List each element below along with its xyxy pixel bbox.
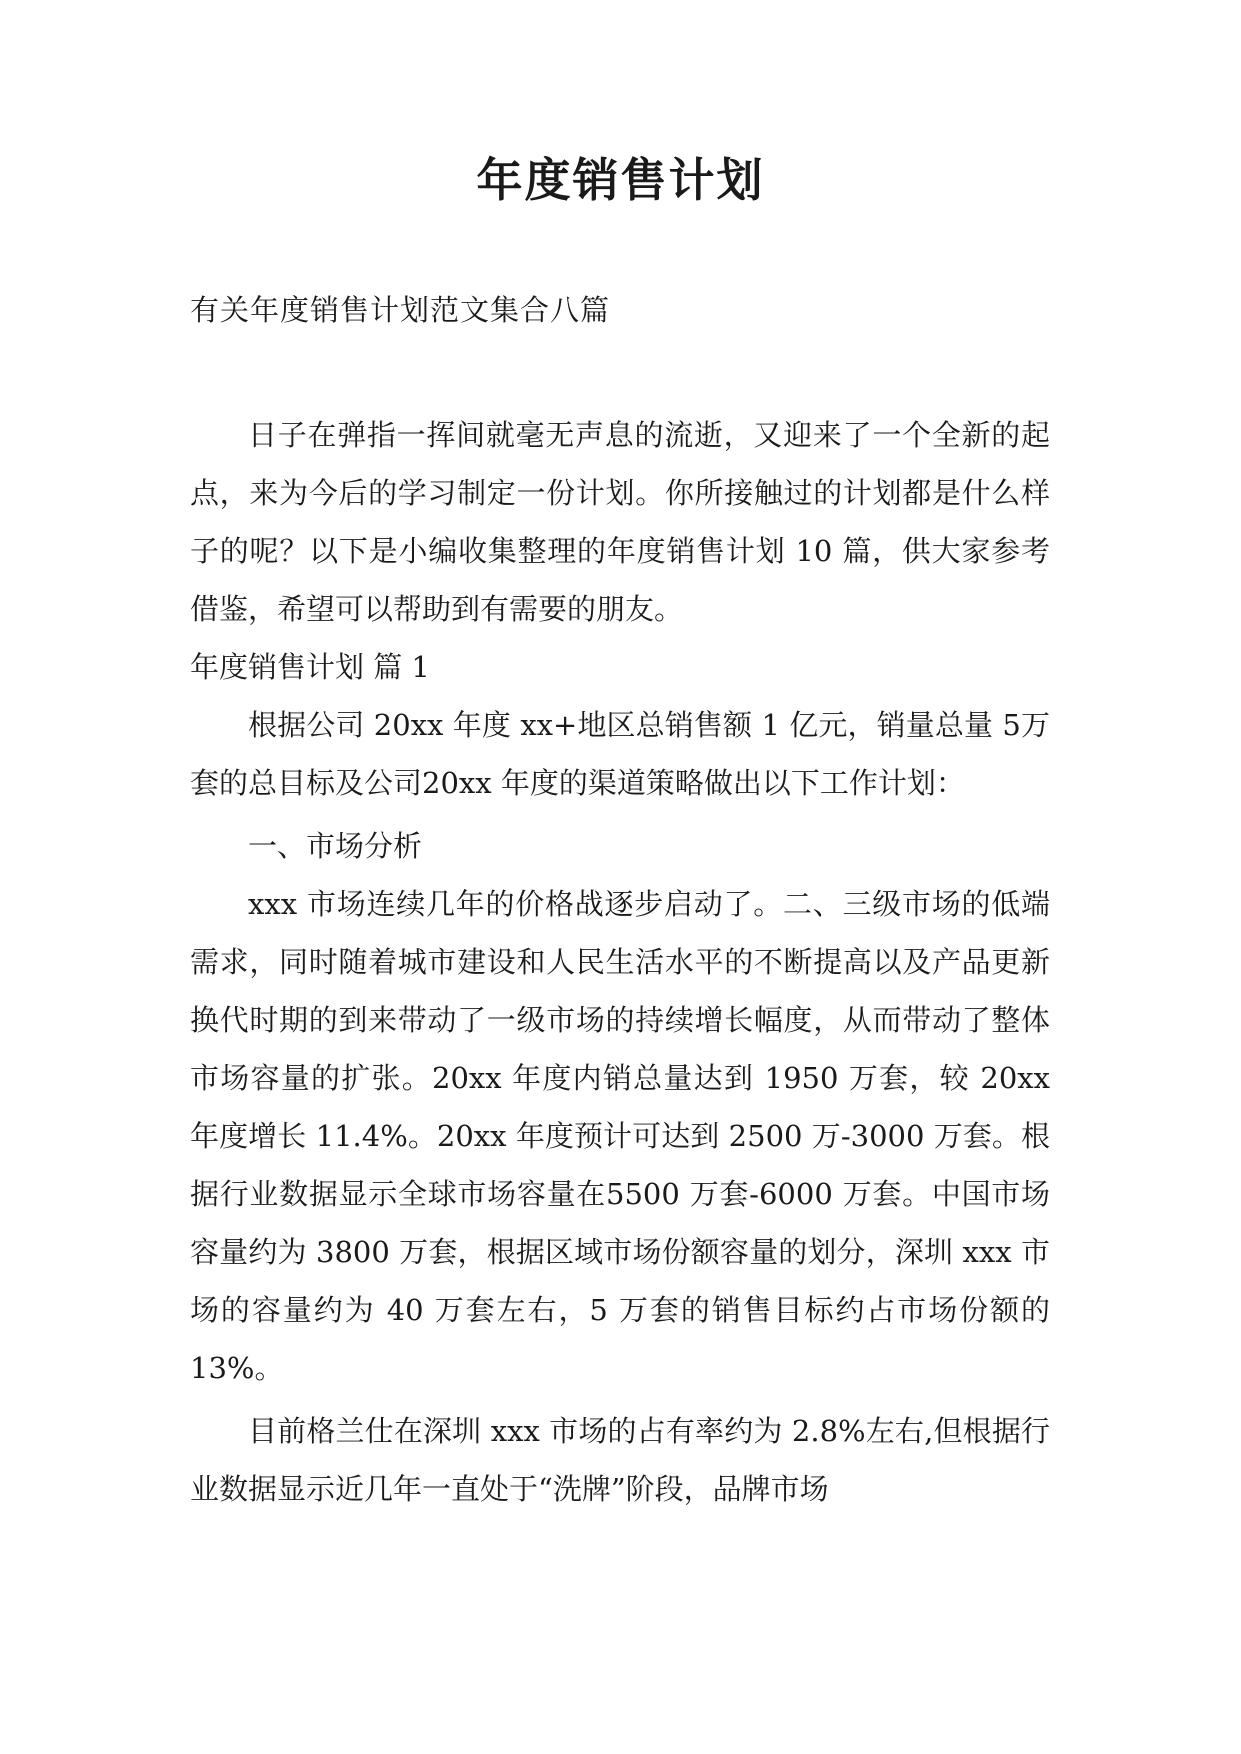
document-subtitle: 有关年度销售计划范文集合八篇 [190, 293, 611, 327]
section-heading-market-analysis: 一、市场分析 [248, 829, 423, 863]
document-body [190, 406, 1050, 1518]
market-share-paragraph: 目前格兰仕在深圳 xxx 市场的占有率约为 2.8%左右,但根据行业数据显示近几年一直处于“洗牌”阶段，品牌市场 [190, 1414, 1050, 1506]
target-paragraph: 根据公司 20xx 年度 xx+地区总销售额 1 亿元，销量总量 5万套的总目标及公司20xx 年度的渠道策略做出以下工作计划： [190, 708, 1050, 800]
document-title: 年度销售计划 [476, 153, 765, 207]
section-heading-part-1: 年度销售计划 篇 1 [190, 650, 430, 684]
market-analysis-paragraph: xxx 市场连续几年的价格战逐步启动了。二、三级市场的低端需求，同时随着城市建设和人民生活水平的不断提高以及产品更新换代时期的到来带动了一级市场的持续增长幅度，从而带动了整体市场容量的扩张。20xx 年度内销总量达到 1950 万套，较 20xx 年度增长 11.4%。20xx 年度预计可达到 2500 万-3000 万套。根据行业数据显示全球市场容量在5500 万套-6000 万套。中国市场容量约为 3800 万套，根据区域市场份额容量的划分，深圳 xxx 市场的容量约为 40 万套左右，5 万套的销售目标约占市场份额的 13%。 [190, 887, 1050, 1385]
intro-paragraph: 日子在弹指一挥间就毫无声息的流逝，又迎来了一个全新的起点，来为今后的学习制定一份计划。你所接触过的计划都是什么样子的呢？以下是小编收集整理的年度销售计划 10 篇，供大家参考借鉴，希望可以帮助到有需要的朋友。 [190, 418, 1050, 626]
